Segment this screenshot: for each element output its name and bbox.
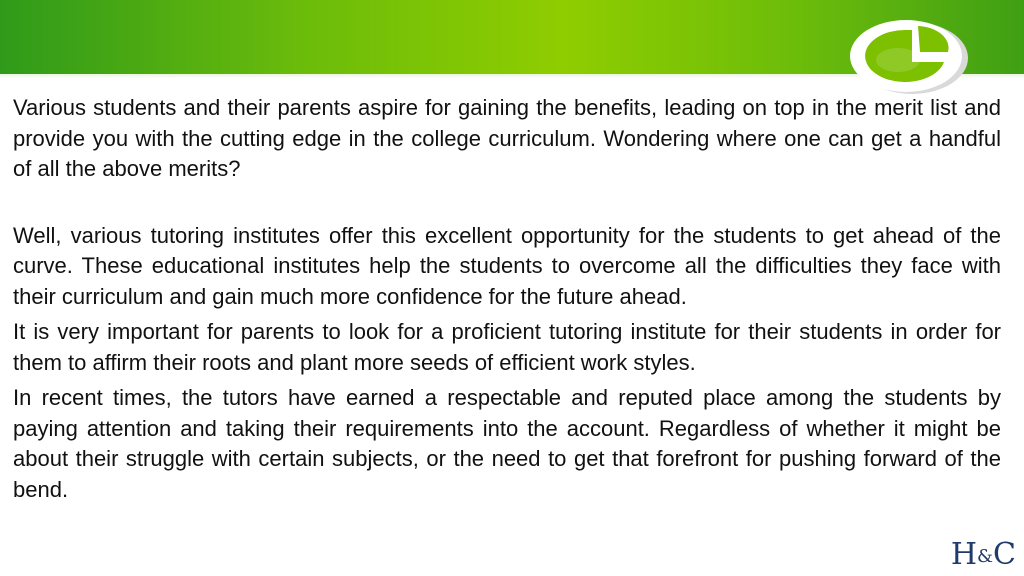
- brand-ampersand: &: [977, 546, 994, 567]
- paragraph-recent-times: In recent times, the tutors have earned a respectable and reputed place among the students by paying attention and taking their requirements into the account. Regardless of whether it might be about their struggle with certain subjects, or the need to get that forefront for pushing forward of the bend.: [13, 385, 1001, 502]
- paragraph-intro: Various students and their parents aspire for gaining the benefits, leading on top in the merit list and provide you with the cutting edge in the college curriculum. Wondering where one can get a handful of all the above merits?: [13, 95, 1001, 181]
- brand-logo-text: [951, 537, 1016, 572]
- slide-body: [13, 93, 1001, 505]
- paragraph-parents: It is very important for parents to look for a proficient tutoring institute for their students in order for them to affirm their roots and plant more seeds of efficient work styles.: [13, 319, 1001, 375]
- brand-letter-c: C: [993, 537, 1016, 572]
- paragraph-tutoring-institutes: Well, various tutoring institutes offer this excellent opportunity for the students to get ahead of the curve. These educational institutes help the students to overcome all the difficulties they face with their curriculum and gain much more confidence for the future ahead.: [13, 222, 1001, 309]
- brand-letter-h: H: [950, 537, 977, 572]
